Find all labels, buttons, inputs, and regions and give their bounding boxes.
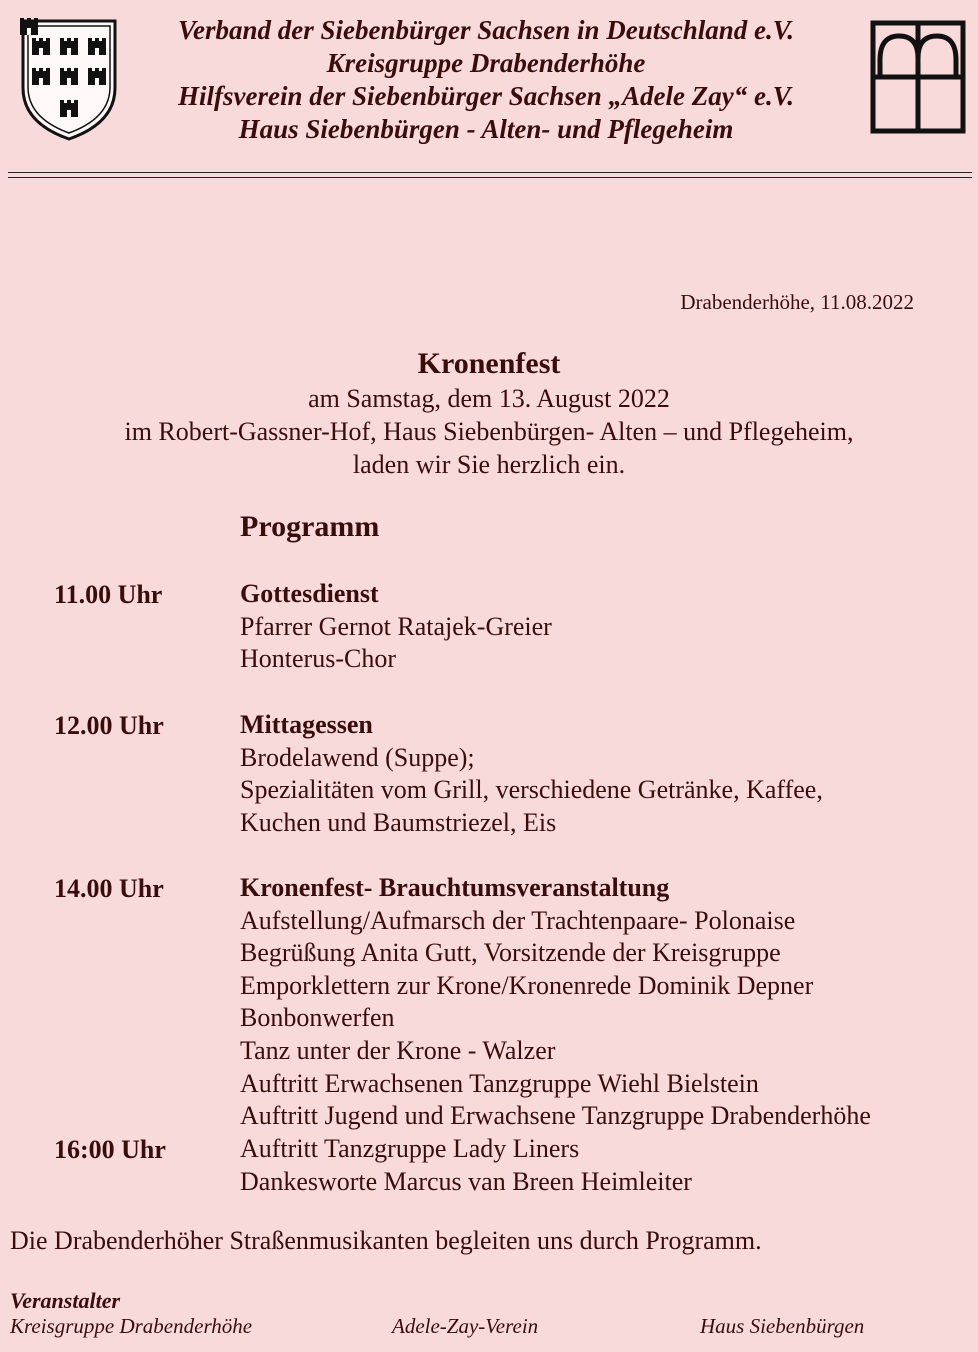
- header-line: Haus Siebenbürgen - Alten- und Pflegeheim: [238, 114, 734, 144]
- program-item: Aufstellung/Aufmarsch der Trachtenpaare- Polonaise: [240, 905, 796, 935]
- event-title: Kronenfest: [417, 347, 561, 380]
- program-item: Dankesworte Marcus van Breen Heimleiter: [240, 1166, 692, 1196]
- invitation-line: laden wir Sie herzlich ein.: [352, 450, 626, 479]
- header-line: Hilfsverein der Siebenbürger Sachsen „Adele Zay“ e.V.: [178, 81, 794, 111]
- invitation-line: am Samstag, dem 13. August 2022: [308, 384, 670, 413]
- program-item: Bonbonwerfen: [240, 1003, 395, 1033]
- invitation: [0, 346, 978, 481]
- header-divider: [8, 172, 972, 173]
- program-items: [240, 709, 823, 839]
- footer-label: Veranstalter: [10, 1288, 121, 1313]
- footer-organizer: Kreisgruppe Drabenderhöhe: [10, 1314, 253, 1338]
- program-time: 11.00 Uhr: [54, 580, 163, 609]
- program-time: 14.00 Uhr: [54, 874, 164, 903]
- program-items: [240, 872, 871, 1133]
- program-heading: Mittagessen: [240, 710, 373, 739]
- program-item: Auftritt Tanzgruppe Lady Liners: [240, 1134, 580, 1163]
- header: [160, 14, 812, 146]
- program-items: [240, 578, 552, 676]
- footer-organizer: Haus Siebenbürgen: [700, 1314, 865, 1338]
- program-item: Begrüßung Anita Gutt, Vorsitzende der Kreisgruppe: [240, 938, 781, 968]
- house-siebenbuergen-logo-icon: [870, 20, 966, 134]
- program-item: Auftritt Jugend und Erwachsene Tanzgruppe Drabenderhöhe: [240, 1101, 871, 1131]
- program-item: Pfarrer Gernot Ratajek-Greier: [240, 611, 552, 641]
- invitation-line: im Robert-Gassner-Hof, Haus Siebenbürgen- Alten – und Pflegeheim,: [124, 417, 854, 446]
- header-line: Kreisgruppe Drabenderhöhe: [326, 48, 646, 78]
- footer-organizer: Adele-Zay-Verein: [392, 1314, 539, 1338]
- program-item: Kuchen und Baumstriezel, Eis: [240, 807, 557, 837]
- program-item: Tanz unter der Krone - Walzer: [240, 1035, 556, 1065]
- program-title: Programm: [240, 510, 380, 543]
- program-time: 16:00 Uhr: [54, 1135, 166, 1164]
- program-item: Brodelawend (Suppe);: [240, 742, 475, 772]
- program-item: Auftritt Erwachsenen Tanzgruppe Wiehl Bielstein: [240, 1068, 759, 1098]
- letter-date: Drabenderhöhe, 11.08.2022: [680, 290, 914, 314]
- program-heading: Gottesdienst: [240, 579, 379, 608]
- program-item: Spezialitäten vom Grill, verschiedene Getränke, Kaffee,: [240, 775, 823, 805]
- program-heading: Kronenfest- Brauchtumsveranstaltung: [240, 873, 670, 902]
- closing-text: Die Drabenderhöher Straßenmusikanten begleiten uns durch Programm.: [10, 1226, 762, 1255]
- program-time: 12.00 Uhr: [54, 711, 164, 740]
- coat-of-arms-icon: [20, 18, 118, 142]
- program-item: Emporklettern zur Krone/Kronenrede Dominik Depner: [240, 970, 814, 1000]
- program-items: [240, 1133, 692, 1198]
- program-item: Honterus-Chor: [240, 644, 396, 674]
- header-divider: [8, 177, 972, 178]
- header-line: Verband der Siebenbürger Sachsen in Deutschland e.V.: [177, 15, 795, 45]
